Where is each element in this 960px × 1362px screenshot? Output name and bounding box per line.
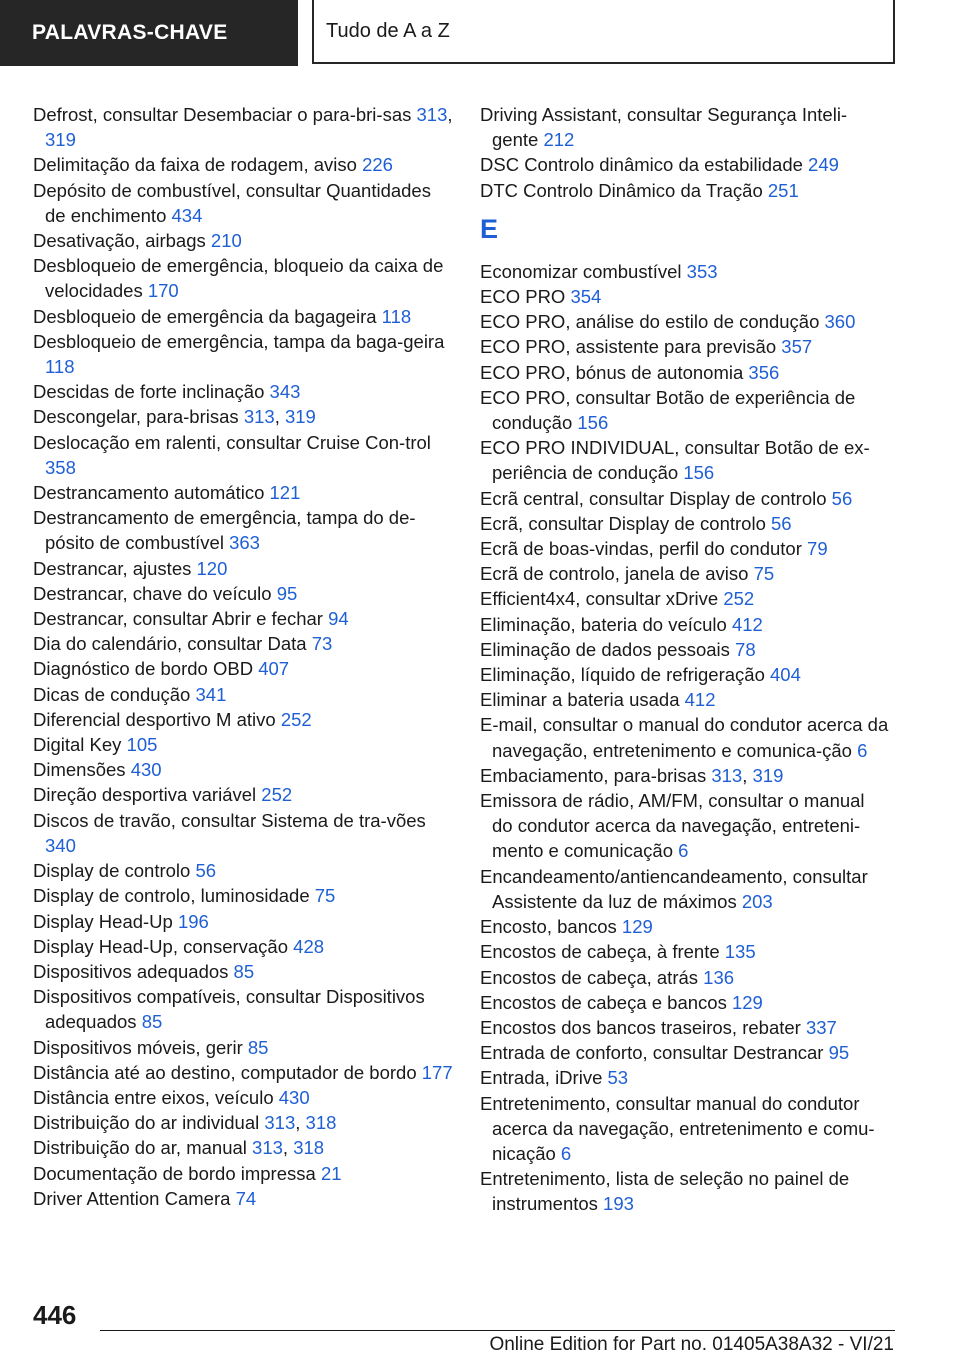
index-entry <box>480 712 890 762</box>
index-entry <box>480 586 890 611</box>
page-link[interactable]: 251 <box>767 179 799 201</box>
page-link[interactable]: 252 <box>261 784 293 806</box>
index-entry-term: Destrancar, consultar Abrir e fechar <box>33 608 323 630</box>
index-entry <box>33 984 453 1034</box>
index-entry <box>33 732 453 757</box>
index-entry-term: Display de controlo <box>33 860 191 882</box>
index-entry <box>480 1065 890 1090</box>
index-entry <box>33 228 453 253</box>
index-entry-term: Dia do calendário, consultar Data <box>33 633 307 655</box>
index-entry-term: ECO PRO INDIVIDUAL, consultar Botão de ex-periência de condução <box>480 437 870 484</box>
page-link[interactable]: 407 <box>258 658 290 680</box>
index-entry-term: Defrost, consultar Desembaciar o para-bri-sas <box>33 104 412 125</box>
page-link[interactable]: 95 <box>828 1042 850 1064</box>
index-entry-term: Display de controlo, luminosidade <box>33 885 310 907</box>
page-link[interactable]: 177 <box>421 1061 453 1083</box>
page-link[interactable]: 412 <box>684 689 716 711</box>
index-entry <box>33 606 453 631</box>
index-entry-term: Destrancar, ajustes <box>33 557 192 579</box>
index-entry <box>480 788 890 864</box>
index-entry <box>480 536 890 561</box>
page-link[interactable]: 73 <box>311 633 333 655</box>
page-link[interactable]: 313 <box>711 764 743 786</box>
page-link[interactable]: 85 <box>141 1011 163 1033</box>
index-entry-term: Documentação de bordo impressa <box>33 1162 316 1184</box>
page-link[interactable]: 319 <box>45 129 76 151</box>
index-entry <box>480 486 890 511</box>
page-link[interactable]: 120 <box>196 557 228 579</box>
index-entry <box>480 612 890 637</box>
index-entry <box>33 379 453 404</box>
index-entry-term: DTC Controlo Dinâmico da Tração <box>480 179 763 201</box>
page-link[interactable]: 356 <box>748 361 780 383</box>
index-entry-term: Eliminação, líquido de refrigeração <box>480 664 765 686</box>
index-entry-term: Diagnóstico de bordo OBD <box>33 658 254 680</box>
index-entry-term: Dicas de condução <box>33 683 191 705</box>
index-entry <box>480 1091 890 1167</box>
index-entry-term: Desativação, airbags <box>33 230 206 252</box>
index-entry-term: Distância até ao destino, computador de bordo <box>33 1061 417 1083</box>
index-entry-term: DSC Controlo dinâmico da estabilidade <box>480 154 803 176</box>
index-entry-term: Dimensões <box>33 759 126 781</box>
index-entry-term: Ecrã de controlo, janela de aviso <box>480 563 749 585</box>
index-entry-term: Efficient4x4, consultar xDrive <box>480 588 719 610</box>
index-entry-term: Desbloqueio de emergência, tampa da baga-geira <box>33 330 445 352</box>
index-entry: Distribuição do ar individual 313, 318 <box>33 1112 337 1134</box>
index-entry <box>480 511 890 536</box>
index-entry <box>480 561 890 586</box>
index-entry-term: Encostos de cabeça, à frente <box>480 941 720 963</box>
index-entry-term: Entrada de conforto, consultar Destrancar <box>480 1042 824 1064</box>
index-entry <box>480 939 890 964</box>
index-entry-term: Ecrã central, consultar Display de controlo <box>480 487 827 509</box>
page-link[interactable]: 118 <box>381 305 412 327</box>
index-entry <box>480 1166 890 1216</box>
index-entry <box>480 637 890 662</box>
index-entry-term: Eliminar a bateria usada <box>480 689 680 711</box>
page-link[interactable]: 404 <box>770 664 801 686</box>
page-link[interactable]: 363 <box>229 532 260 554</box>
page-number: 446 <box>33 1300 77 1330</box>
index-entry-term: Ecrã, consultar Display de controlo <box>480 512 766 534</box>
index-entry-term: Deslocação em ralenti, consultar Cruise Con-trol <box>33 431 431 453</box>
index-entry-term: Delimitação da faixa de rodagem, aviso <box>33 154 357 176</box>
page-link[interactable]: 196 <box>177 910 209 932</box>
index-entry-term: Direção desportiva variável <box>33 784 257 806</box>
index-entry-term: Economizar combustível <box>480 260 682 282</box>
index-entry-term: Dispositivos móveis, gerir <box>33 1036 243 1058</box>
page-link[interactable]: 313 <box>264 1112 296 1134</box>
index-entry-term: Destrancamento de emergência, tampa do de-pósito de combustível <box>33 507 416 554</box>
index-entry-term: Discos de travão, consultar Sistema de tra-vões <box>33 809 426 831</box>
page-link[interactable]: 341 <box>195 683 227 705</box>
index-entry: Defrost, consultar Desembaciar o para-bri-sas 313, 319 <box>33 104 453 151</box>
index-entry <box>480 687 890 712</box>
index-entry <box>33 1161 453 1186</box>
page-link[interactable]: 210 <box>210 230 242 252</box>
page-link[interactable]: 156 <box>577 412 609 434</box>
section-letter: E <box>480 213 499 244</box>
index-entry <box>33 682 453 707</box>
page-link[interactable]: 313 <box>252 1137 283 1159</box>
index-entry <box>33 883 453 908</box>
index-entry <box>33 505 453 555</box>
index-entry <box>480 284 890 309</box>
page-link[interactable]: 313 <box>416 104 448 125</box>
index-entry-term: Embaciamento, para-brisas <box>480 764 707 786</box>
index-entry-term: Eliminação, bateria do veículo <box>480 613 727 635</box>
page-link[interactable]: 75 <box>314 885 336 907</box>
page-link[interactable]: 21 <box>320 1162 342 1184</box>
index-entry <box>33 1035 453 1060</box>
index-entry-term: Entretenimento, lista de seleção no painel de instrumentos <box>480 1168 850 1215</box>
index-entry-term: Descongelar, para-brisas <box>33 406 239 428</box>
page-link[interactable]: 129 <box>621 916 653 938</box>
page-link[interactable]: 95 <box>276 582 298 604</box>
index-entry-term: E-mail, consultar o manual do condutor acerca da navegação, entretenimento e comunica-ção <box>480 714 889 761</box>
index-entry <box>33 556 453 581</box>
page-link[interactable]: 56 <box>195 860 217 882</box>
page-link[interactable]: 428 <box>293 935 325 957</box>
index-entry-term: ECO PRO, bónus de autonomia <box>480 361 744 383</box>
index-entry-term: Encandeamento/antiencandeamento, consultar Assistente da luz de máximos <box>480 865 868 912</box>
page-link[interactable]: 85 <box>233 960 255 982</box>
page-link[interactable]: 6 <box>678 840 689 862</box>
index-entry <box>480 1015 890 1040</box>
index-entry-term: Dispositivos adequados <box>33 960 229 982</box>
index-entry <box>33 1186 453 1211</box>
index-entry <box>33 631 453 656</box>
index-entry <box>33 304 453 329</box>
index-entry <box>33 178 453 228</box>
index-entry <box>33 656 453 681</box>
page-link[interactable]: 85 <box>247 1036 269 1058</box>
index-entry <box>480 990 890 1015</box>
index-entry-term: Encostos de cabeça, atrás <box>480 966 699 988</box>
index-entry-term: Ecrã de boas-vindas, perfil do condutor <box>480 538 802 560</box>
index-entry <box>480 385 890 435</box>
page-link[interactable]: 430 <box>278 1086 310 1108</box>
index-entry-term: Encosto, bancos <box>480 916 617 938</box>
index-entry-term: ECO PRO, consultar Botão de experiência de condução <box>480 386 856 434</box>
page-link[interactable]: 6 <box>560 1142 572 1164</box>
index-entry <box>33 757 453 782</box>
index-entry-term: Desbloqueio de emergência, bloqueio da caixa de velocidades <box>33 255 444 302</box>
index-column-left <box>33 102 453 1211</box>
index-entry-term: Desbloqueio de emergência da bagageira <box>33 305 377 327</box>
page-link[interactable]: 170 <box>147 280 179 302</box>
index-entry <box>33 808 453 858</box>
index-entry-term: Destrancar, chave do veículo <box>33 582 272 604</box>
index-entry-term: Destrancamento automático <box>33 482 265 504</box>
page-link[interactable]: 360 <box>824 311 856 333</box>
index-entry: Distribuição do ar, manual 313, 318 <box>33 1137 325 1159</box>
page-link[interactable]: 358 <box>45 456 76 478</box>
page-link[interactable]: 343 <box>269 381 301 403</box>
page-link[interactable]: 430 <box>130 759 162 781</box>
page-link[interactable]: 318 <box>293 1137 325 1159</box>
index-entry <box>480 178 890 203</box>
index-entry <box>33 707 453 732</box>
index-entry-term: Dispositivos compatíveis, consultar Dispositivos adequados <box>33 986 425 1033</box>
section-tab: PALAVRAS-CHAVE <box>0 0 298 66</box>
page-link[interactable]: 337 <box>805 1016 837 1038</box>
page-link[interactable]: 318 <box>305 1112 337 1134</box>
index-entry <box>480 662 890 687</box>
index-entry-term: Entrada, iDrive <box>480 1067 603 1089</box>
page-header <box>0 0 960 66</box>
index-entry-term: Distância entre eixos, veículo <box>33 1086 274 1108</box>
page-link[interactable]: 249 <box>808 154 839 176</box>
page-link[interactable]: 156 <box>683 462 715 484</box>
index-entry: Embaciamento, para-brisas 313, 319 <box>480 764 784 786</box>
index-entry <box>480 334 890 359</box>
page-link[interactable]: 75 <box>753 563 775 585</box>
page-link[interactable]: 226 <box>362 154 393 176</box>
page-link[interactable]: 434 <box>171 204 203 226</box>
index-entry-term: Descidas de forte inclinação <box>33 381 265 403</box>
index-entry <box>33 430 453 480</box>
index-entry <box>33 581 453 606</box>
index-entry-term: Display Head-Up <box>33 910 173 932</box>
page-link[interactable]: 193 <box>603 1193 634 1215</box>
page-link[interactable]: 136 <box>703 966 735 988</box>
index-entry: Descongelar, para-brisas 313, 319 <box>33 406 316 428</box>
index-entry <box>33 1060 453 1085</box>
page-link[interactable]: 212 <box>543 129 575 151</box>
page-link[interactable]: 56 <box>831 487 853 509</box>
index-column-right <box>480 102 890 1217</box>
page-link[interactable]: 79 <box>807 538 828 560</box>
index-entry-term: Encostos dos bancos traseiros, rebater <box>480 1016 801 1038</box>
page-link[interactable]: 319 <box>284 406 316 428</box>
subsection-tab: Tudo de A a Z <box>312 0 895 64</box>
index-entry <box>33 934 453 959</box>
index-entry-term: Distribuição do ar, manual <box>33 1137 247 1159</box>
page-link[interactable]: 56 <box>771 512 792 534</box>
page-link[interactable]: 353 <box>686 260 718 282</box>
footer-edition: Online Edition for Part no. 01405A38A32 - VI/21 <box>489 1334 894 1355</box>
page-link[interactable]: 313 <box>243 406 275 428</box>
index-entry <box>33 253 453 303</box>
index-entry-term: Entretenimento, consultar manual do condutor acerca da navegação, entretenimento e comu-nicação <box>480 1092 875 1164</box>
index-entry-term: Diferencial desportivo M ativo <box>33 708 276 730</box>
index-entry <box>480 102 890 152</box>
index-entry <box>33 480 453 505</box>
footer-rule <box>100 1330 895 1331</box>
index-entry <box>33 909 453 934</box>
page-link[interactable]: 118 <box>45 356 75 378</box>
index-entry-term: ECO PRO <box>480 286 566 308</box>
index-entry <box>33 1085 453 1110</box>
index-entry <box>33 152 453 177</box>
page-link[interactable]: 252 <box>280 708 312 730</box>
index-entry <box>33 858 453 883</box>
index-entry <box>480 914 890 939</box>
page-link[interactable]: 135 <box>724 941 756 963</box>
page-link[interactable]: 252 <box>723 588 755 610</box>
page-link[interactable]: 53 <box>607 1067 629 1089</box>
index-entry-term: Eliminação de dados pessoais <box>480 638 730 660</box>
page-link[interactable]: 340 <box>45 834 76 856</box>
index-entry-term: Distribuição do ar individual <box>33 1112 260 1134</box>
index-entry <box>480 152 890 177</box>
index-entry-term: Digital Key <box>33 734 122 756</box>
index-entry-term: Driver Attention Camera <box>33 1187 231 1209</box>
index-entry-term: Encostos de cabeça e bancos <box>480 991 727 1013</box>
page-link[interactable]: 203 <box>741 890 773 912</box>
page-link[interactable]: 105 <box>126 734 158 756</box>
index-entry-term: Driving Assistant, consultar Segurança Inteli-gente <box>480 104 848 151</box>
index-entry <box>480 965 890 990</box>
page-link[interactable]: 319 <box>752 764 784 786</box>
index-entry-term: ECO PRO, análise do estilo de condução <box>480 311 820 333</box>
index-entry <box>33 329 453 379</box>
index-entry <box>33 959 453 984</box>
index-entry <box>480 360 890 385</box>
index-entry <box>33 782 453 807</box>
index-entry <box>480 259 890 284</box>
index-entry <box>480 1040 890 1065</box>
page-link[interactable]: 94 <box>328 608 349 630</box>
index-entry-term: Depósito de combustível, consultar Quantidades de enchimento <box>33 179 431 226</box>
page-link[interactable]: 357 <box>781 336 813 358</box>
index-entry <box>480 309 890 334</box>
index-entry <box>480 864 890 914</box>
page-link[interactable]: 74 <box>235 1187 257 1209</box>
page-link[interactable]: 78 <box>735 638 756 660</box>
page-link[interactable]: 121 <box>269 482 301 504</box>
index-entry <box>480 435 890 485</box>
page-link[interactable]: 354 <box>570 286 602 308</box>
index-entry-term: ECO PRO, assistente para previsão <box>480 336 777 358</box>
page-link[interactable]: 412 <box>731 613 763 635</box>
page-link[interactable]: 129 <box>731 991 763 1013</box>
index-entry-term: Emissora de rádio, AM/FM, consultar o manual do condutor acerca da navegação, entreteni-mento e comunicação <box>480 790 865 862</box>
index-entry-term: Display Head-Up, conservação <box>33 935 289 957</box>
page-link[interactable]: 6 <box>857 739 868 761</box>
